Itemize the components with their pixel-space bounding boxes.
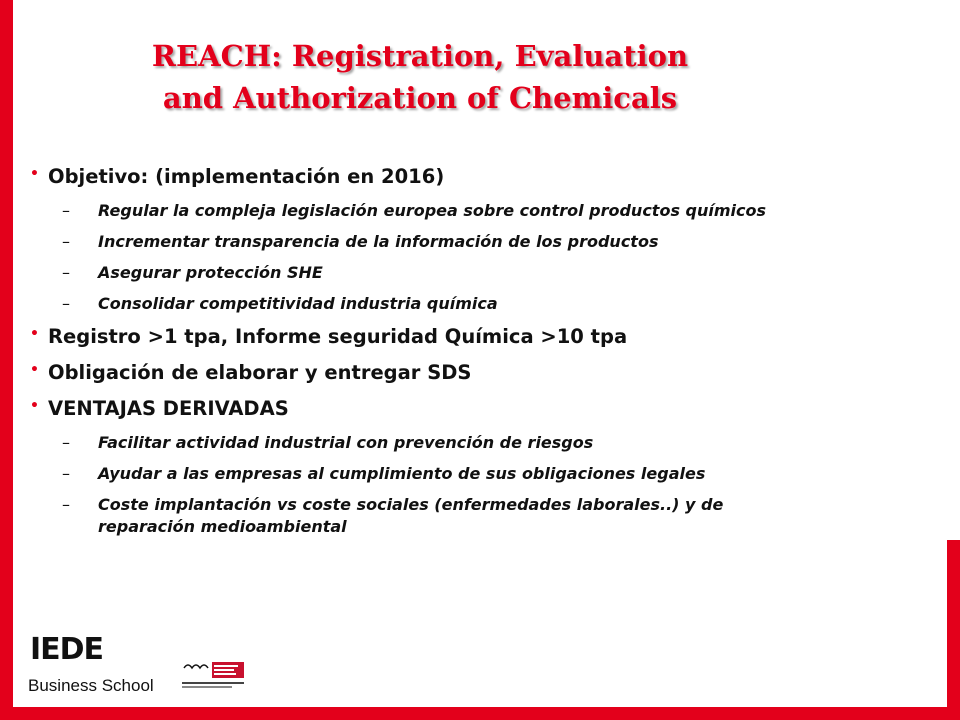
item-text: Facilitar actividad industrial con prevención de riesgos	[98, 433, 594, 452]
dash-icon: –	[62, 201, 70, 220]
dash-icon: –	[62, 433, 70, 452]
title-line-1: REACH: Registration, Evaluation	[151, 39, 689, 73]
sub-bullet-item	[28, 262, 818, 284]
item-text: Incrementar transparencia de la información de los productos	[98, 232, 659, 251]
item-text: Objetivo: (implementación en 2016)	[48, 165, 445, 188]
left-accent-bar	[0, 0, 13, 720]
sub-bullet-item	[28, 293, 818, 315]
sub-bullet-item	[28, 494, 818, 538]
item-text: Ayudar a las empresas al cumplimiento de sus obligaciones legales	[98, 464, 706, 483]
dash-icon: –	[62, 294, 70, 313]
universidad-europea-logo	[178, 658, 248, 694]
title-line-2: and Authorization of Chemicals	[162, 81, 678, 115]
item-text: Asegurar protección SHE	[98, 263, 323, 282]
sub-bullet-item	[28, 231, 818, 253]
bullet-icon: •	[30, 362, 39, 378]
item-text: Regular la compleja legislación europea sobre control productos químicos	[98, 201, 767, 220]
sub-bullet-item	[28, 200, 818, 222]
sub-bullet-item	[28, 463, 818, 485]
right-accent-bar	[947, 540, 960, 720]
bullet-icon: •	[30, 326, 39, 342]
bullet-icon: •	[30, 398, 39, 414]
bullet-item	[28, 360, 818, 386]
dash-icon: –	[62, 232, 70, 251]
sub-bullet-item	[28, 432, 818, 454]
bullet-item	[28, 324, 818, 350]
item-text: Coste implantación vs coste sociales (enfermedades laborales..) y de reparación medioambiental	[98, 495, 724, 536]
business-school-label: Business School	[28, 676, 154, 695]
dash-icon: –	[62, 263, 70, 282]
bullet-icon: •	[30, 166, 39, 182]
item-text: Registro >1 tpa, Informe seguridad Química >10 tpa	[48, 325, 628, 348]
iede-logo: IEDE	[30, 632, 104, 667]
dash-icon: –	[62, 495, 70, 514]
item-text: Obligación de elaborar y entregar SDS	[48, 361, 472, 384]
slide-title	[20, 35, 820, 119]
item-text: Consolidar competitividad industria química	[98, 294, 498, 313]
bullet-item	[28, 164, 818, 190]
bullet-item	[28, 396, 818, 422]
dash-icon: –	[62, 464, 70, 483]
item-text: VENTAJAS DERIVADAS	[48, 397, 289, 420]
bottom-accent-bar	[0, 707, 960, 720]
bullet-list	[28, 164, 818, 547]
